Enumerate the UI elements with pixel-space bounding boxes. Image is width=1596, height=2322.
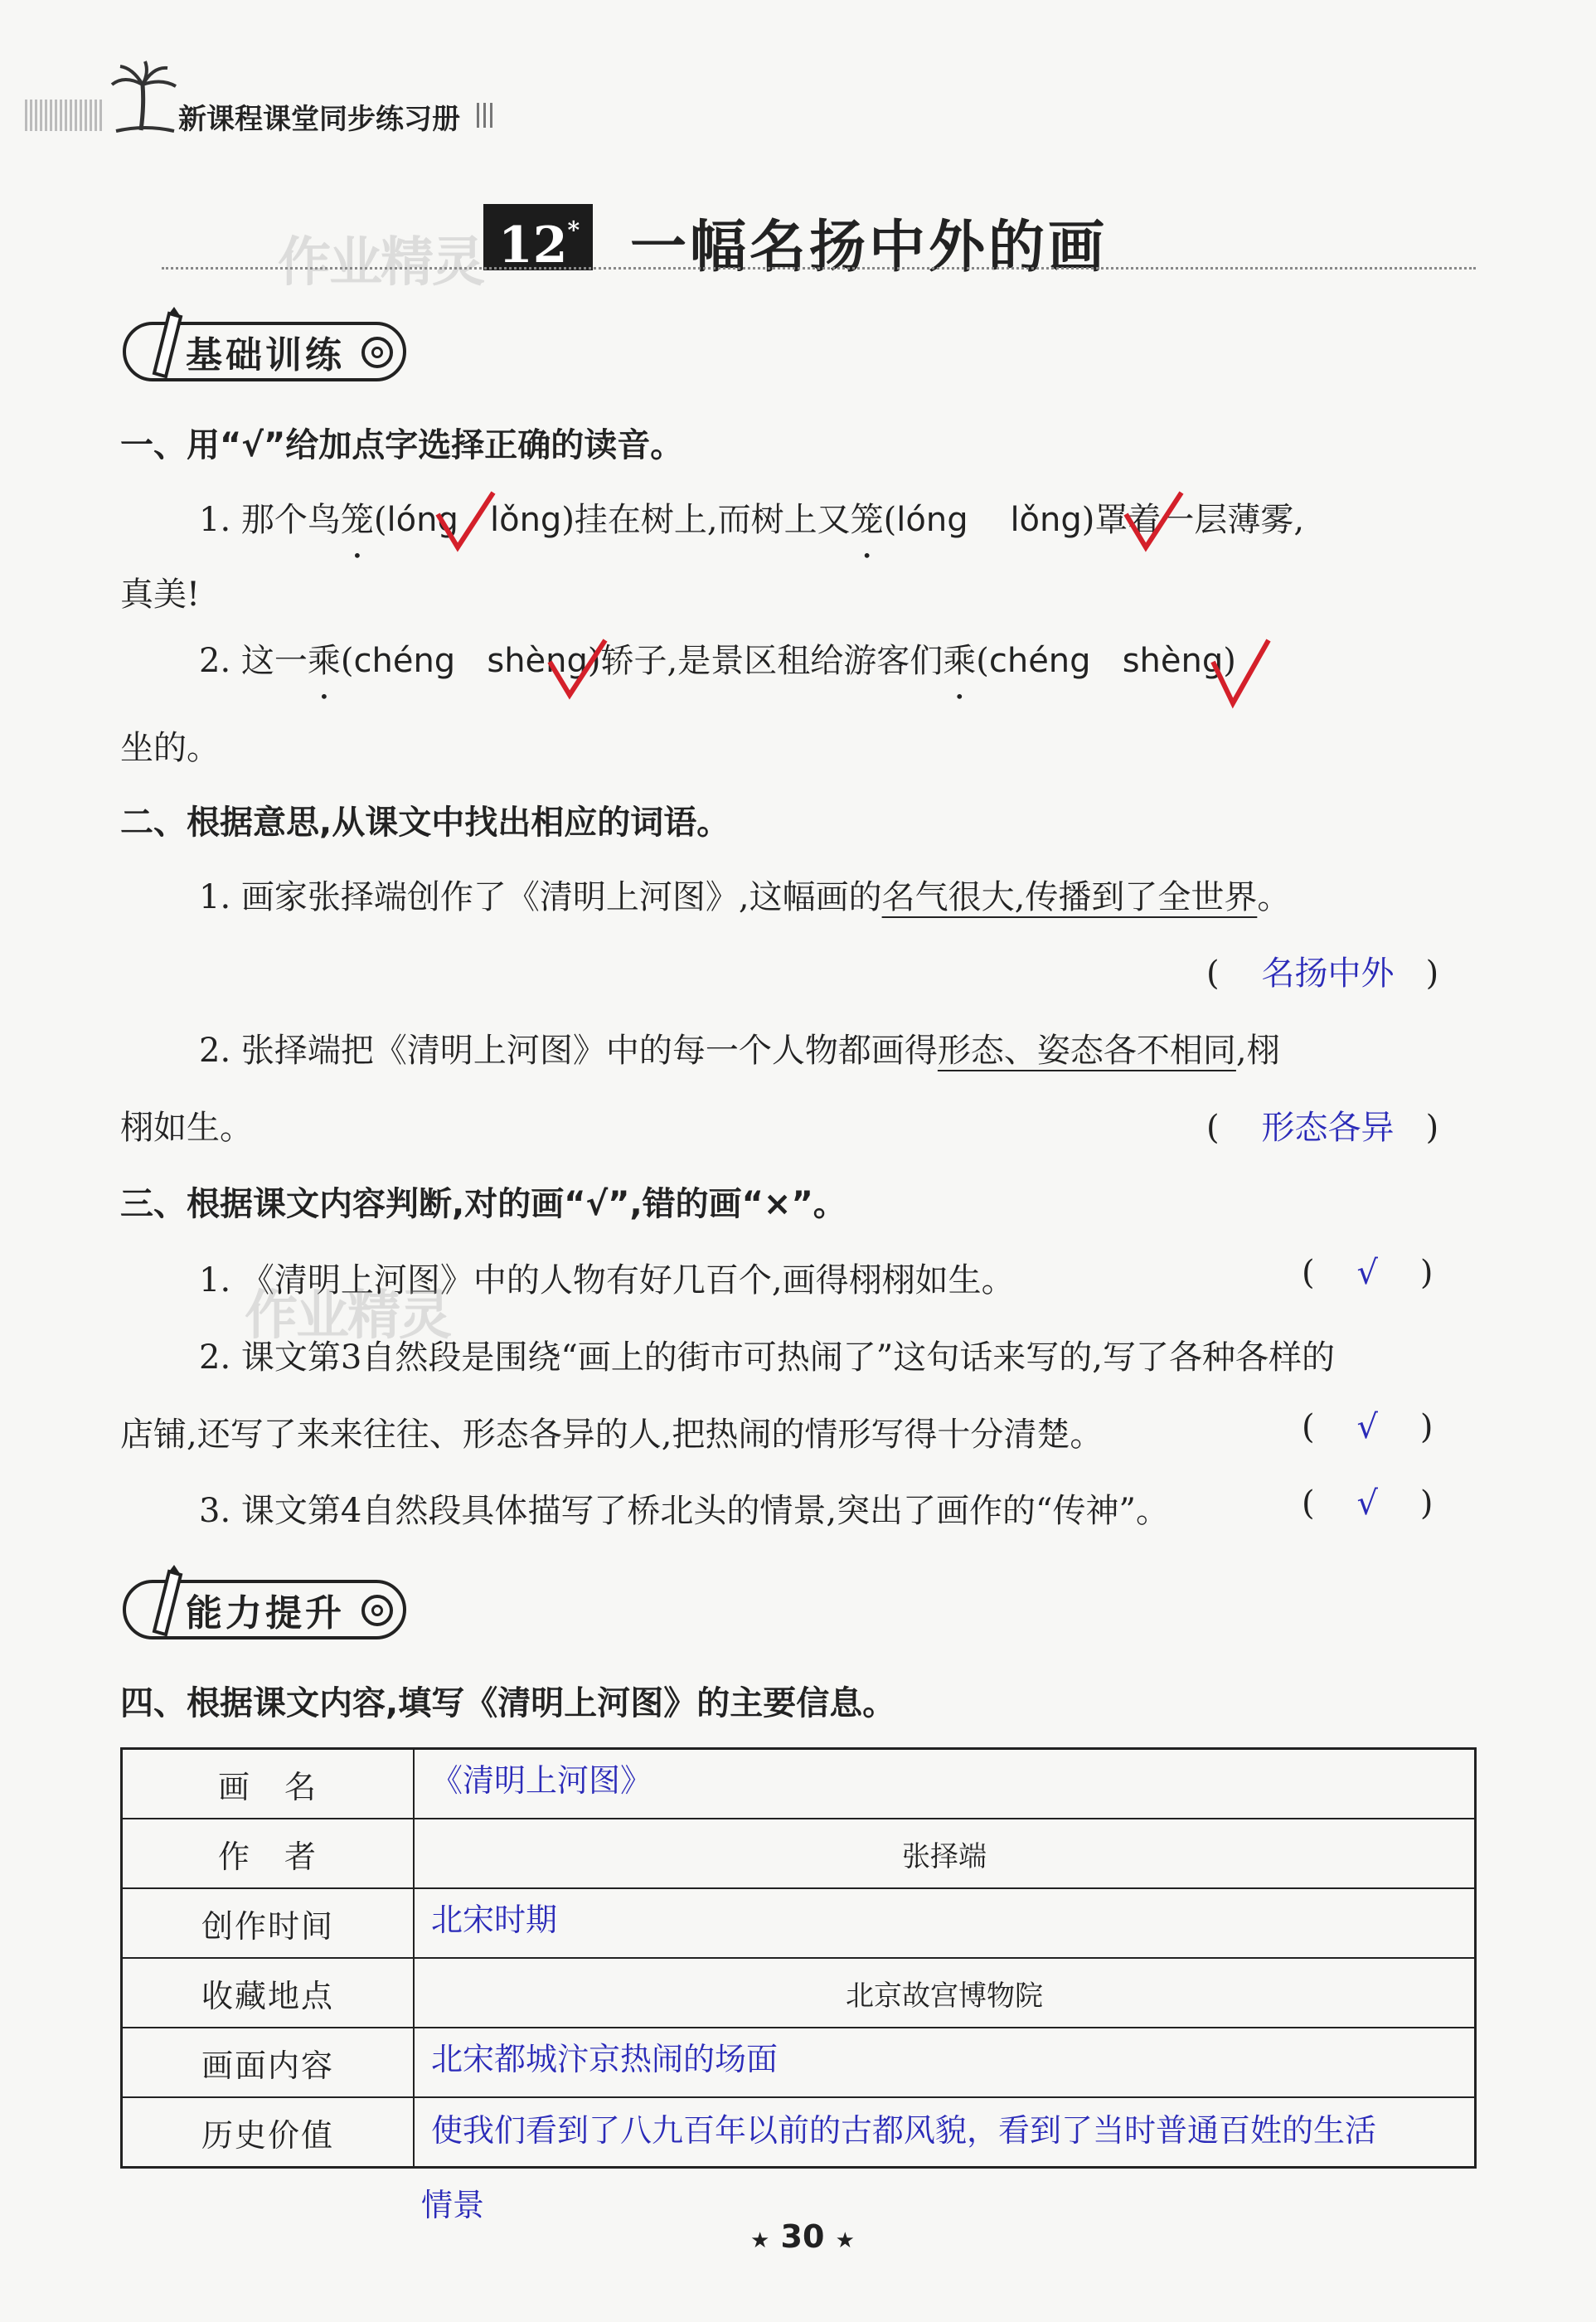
check-mark-icon — [1206, 637, 1273, 712]
table-label: 画 名 — [122, 1749, 415, 1819]
q1-item-2: 2. 这一乘(chéng shèng)轿子,是景区租给游客们乘(chéng shèng) — [199, 642, 1236, 680]
table-row — [122, 1749, 1476, 1819]
section-badge-ability: 能力提升 — [123, 1580, 406, 1639]
section-badge-basic: 基础训练 — [123, 322, 406, 381]
question-3-title: 三、根据课文内容判断,对的画“√”,错的画“×”。 — [120, 1185, 847, 1223]
q3-item-1: 1. 《清明上河图》中的人物有好几百个,画得栩栩如生。 — [199, 1261, 1015, 1299]
table-row — [122, 2097, 1476, 2168]
check-mark-icon — [1119, 489, 1186, 556]
check-mark-icon — [543, 637, 609, 703]
table-value: 北京故宫博物院 — [414, 1958, 1476, 2028]
q3-answer-2: ( √ ) — [1302, 1408, 1433, 1446]
watermark: 作业精灵 — [245, 1285, 450, 1347]
table-value: 《清明上河图》 — [414, 1749, 1476, 1819]
q3-answer-1: ( √ ) — [1302, 1254, 1433, 1292]
table-value-overflow: 情景 — [421, 2187, 485, 2223]
book-title: 新课程课堂同步练习册 — [178, 103, 460, 136]
table-label: 作 者 — [122, 1819, 415, 1888]
table-value: 使我们看到了八九百年以前的古都风貌，看到了当时普通百姓的生活 — [414, 2097, 1476, 2168]
pencil-icon — [138, 307, 187, 381]
pencil-icon — [138, 1565, 187, 1639]
table-label: 创作时间 — [122, 1888, 415, 1958]
table-row — [122, 1888, 1476, 1958]
q3-item-2: 2. 课文第3自然段是围绕“画上的街市可热闹了”这句话来写的,写了各种各样的 — [199, 1338, 1335, 1377]
watermark: 作业精灵 — [278, 232, 483, 294]
table-value: 北宋都城汴京热闹的场面 — [414, 2028, 1476, 2097]
q1-item-2-cont: 坐的。 — [120, 729, 220, 767]
painting-info-table — [120, 1747, 1477, 2169]
q1-item-1-cont: 真美! — [120, 576, 201, 614]
q2-answer-2: ( 形态各异 ) — [1206, 1109, 1439, 1147]
q2-item-2-cont: 栩如生。 — [120, 1109, 253, 1147]
q3-item-2-cont: 店铺,还写了来来往往、形态各异的人,把热闹的情形写得十分清楚。 — [120, 1416, 1104, 1454]
q2-item-2: 2. 张择端把《清明上河图》中的每一个人物都画得形态、姿态各不相同,栩 — [199, 1032, 1280, 1070]
palm-tree-icon — [108, 60, 182, 134]
lesson-title: 一幅名扬中外的画 — [630, 214, 1108, 280]
table-label: 画面内容 — [122, 2028, 415, 2097]
q2-answer-1: ( 名扬中外 ) — [1206, 955, 1439, 993]
question-2-title: 二、根据意思,从课文中找出相应的词语。 — [120, 804, 730, 842]
q2-item-1: 1. 画家张择端创作了《清明上河图》,这幅画的名气很大,传播到了全世界。 — [199, 878, 1291, 916]
table-value: 北宋时期 — [414, 1888, 1476, 1958]
table-label: 历史价值 — [122, 2097, 415, 2168]
q3-answer-3: ( √ ) — [1302, 1484, 1433, 1523]
question-1-title: 一、用“√”给加点字选择正确的读音。 — [120, 426, 684, 464]
lesson-number: 12* — [483, 204, 593, 270]
table-row — [122, 2028, 1476, 2097]
header-decoration-right — [477, 103, 495, 128]
table-value: 张择端 — [414, 1819, 1476, 1888]
page-number: ★ 30 ★ — [750, 2218, 855, 2255]
title-divider — [162, 267, 1476, 270]
question-4-title: 四、根据课文内容,填写《清明上河图》的主要信息。 — [120, 1684, 896, 1722]
table-row — [122, 1958, 1476, 2028]
check-mark-icon — [431, 489, 497, 556]
table-row — [122, 1819, 1476, 1888]
table-label: 收藏地点 — [122, 1958, 415, 2028]
header-decoration — [25, 100, 104, 131]
q1-item-1: 1. 那个鸟笼(lóng lǒng)挂在树上,而树上又笼(lóng lǒng)罩着一层薄雾, — [199, 501, 1305, 539]
q3-item-3: 3. 课文第4自然段具体描写了桥北头的情景,突出了画作的“传神”。 — [199, 1492, 1169, 1530]
